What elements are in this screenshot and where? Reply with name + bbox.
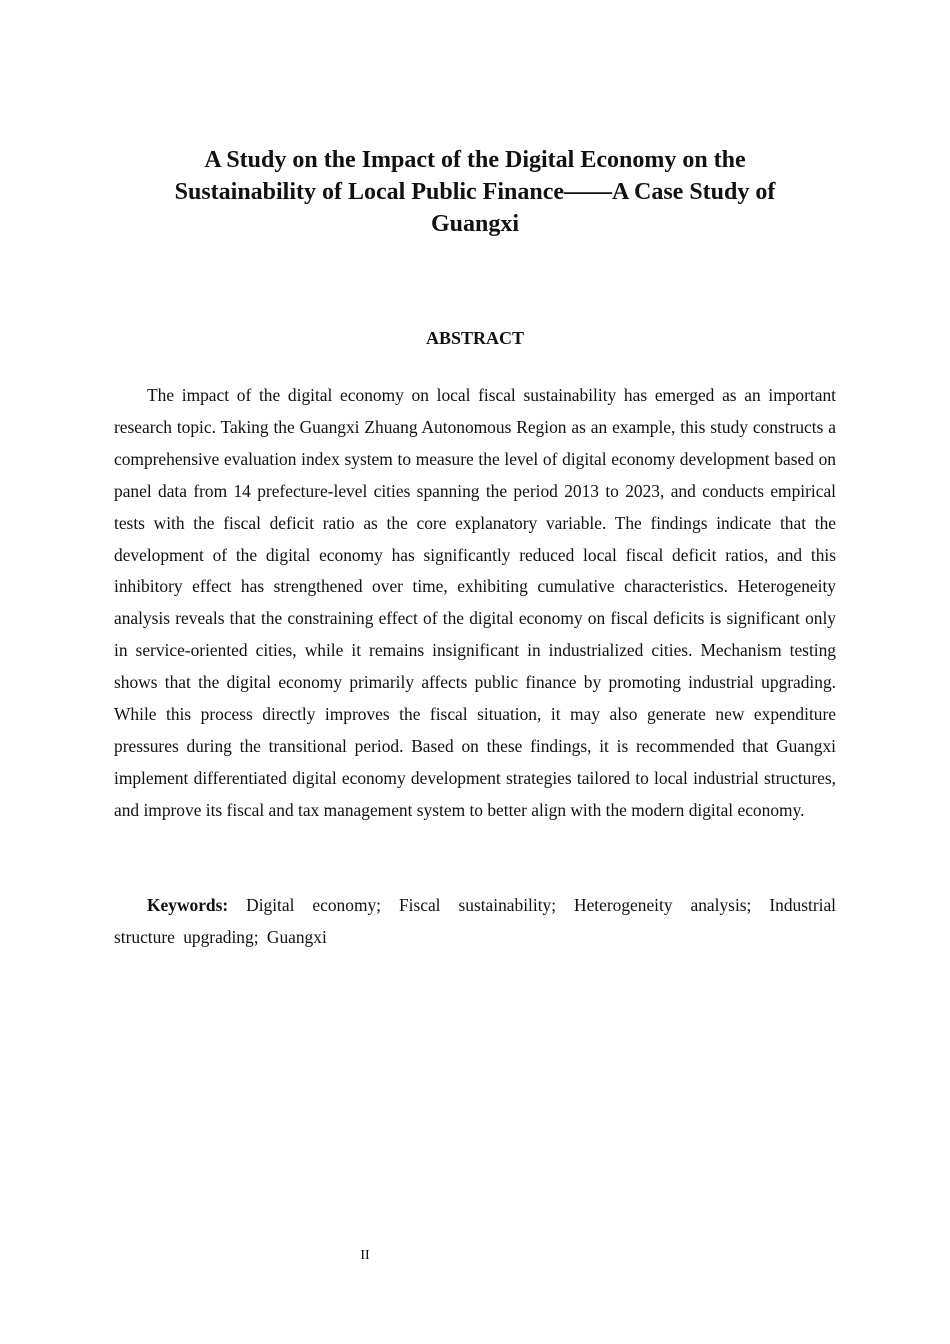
page-title xyxy=(140,144,810,240)
title-line-3: Guangxi xyxy=(430,211,520,237)
keywords-label: Keywords: xyxy=(147,895,229,915)
abstract-body: The impact of the digital economy on local fiscal sustainability has emerged as an important research topic. Taking the Guangxi Zhuang Autonomous Region as an example, this study constructs a comprehensive evaluation index system to measure the level of digital economy development based on panel data from 14 prefecture-level cities spanning the period 2013 to 2023, and conducts empirical tests with the fiscal deficit ratio as the core explanatory variable. The findings indicate that the development of the digital economy has significantly reduced local fiscal deficit ratios, and this inhibitory effect has strengthened over time, exhibiting cumulative characteristics. Heterogeneity analysis reveals that the constraining effect of the digital economy on fiscal deficits is significant only in service-oriented cities, while it remains insignificant in industrialized cities. Mechanism testing shows that the digital economy primarily affects public finance by promoting industrial upgrading. While this process directly improves the fiscal situation, it may also generate new expenditure pressures during the transitional period. Based on these findings, it is recommended that Guangxi implement differentiated digital economy development strategies tailored to local industrial structures, and improve its fiscal and tax management system to better align with the modern digital economy. xyxy=(114,385,836,820)
keywords-text: Digital economy; Fiscal sustainability; Heterogeneity analysis; Industrial structure upgrading; Guangxi xyxy=(114,895,836,947)
title-line-1: A Study on the Impact of the Digital Economy on the xyxy=(204,147,746,173)
abstract-heading: ABSTRACT xyxy=(425,328,525,348)
page-number: II xyxy=(360,1248,370,1263)
keywords-paragraph xyxy=(114,890,836,954)
title-line-2: Sustainability of Local Public Finance——A Case Study of xyxy=(174,179,776,205)
